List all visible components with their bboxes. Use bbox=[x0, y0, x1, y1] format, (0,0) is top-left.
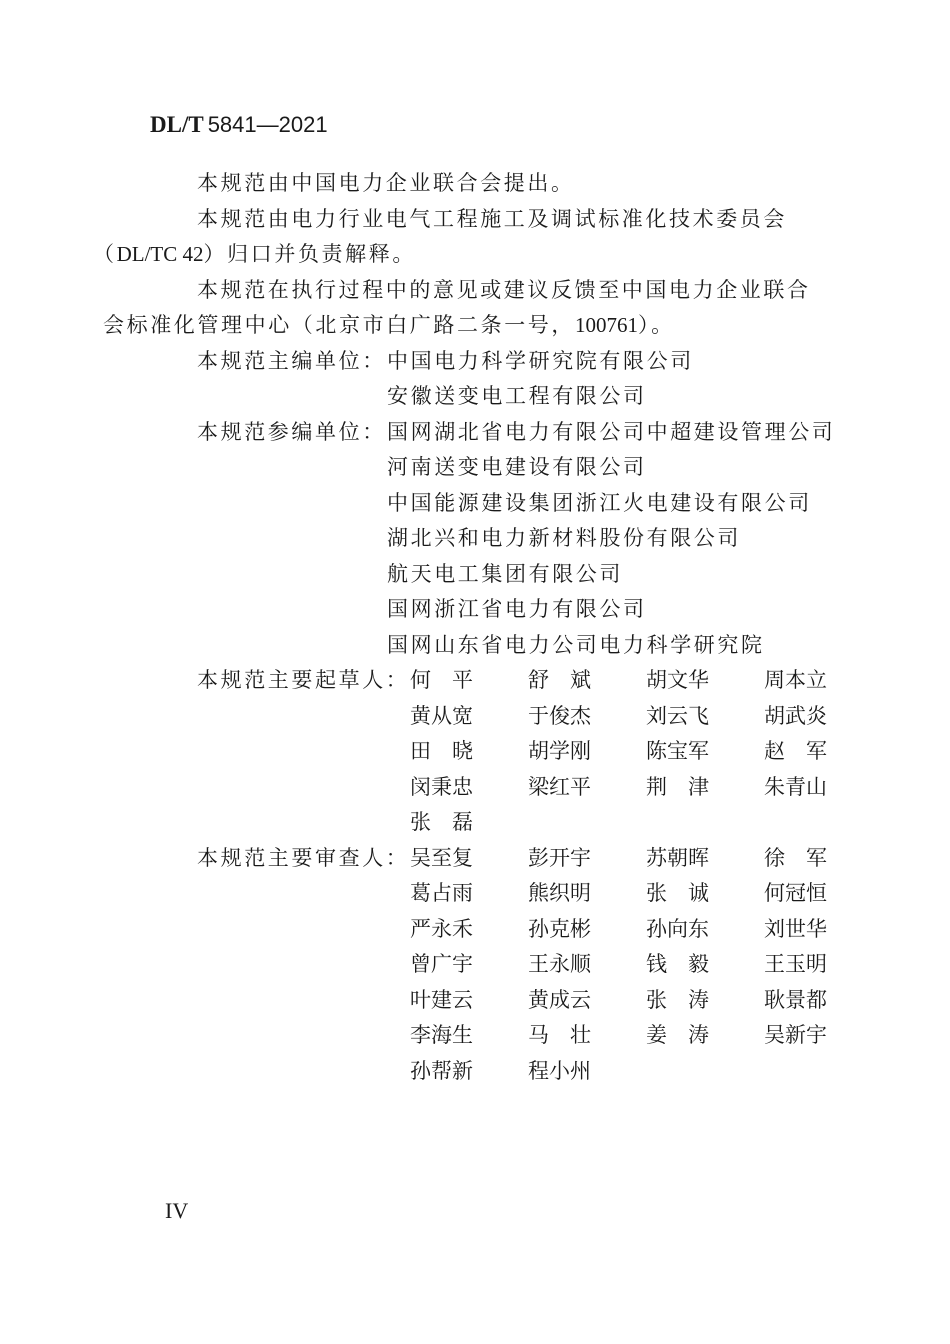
proposer-paragraph bbox=[150, 166, 820, 202]
reviewer-name: 王永顺 bbox=[528, 952, 591, 976]
reviewers-row bbox=[410, 912, 882, 948]
drafters-row bbox=[410, 805, 882, 841]
drafter-name: 闵秉忠 bbox=[410, 774, 473, 799]
postcode: 100761 bbox=[575, 313, 638, 337]
drafters-label: 本规范主要起草人： bbox=[197, 668, 410, 692]
feedback-line-2 bbox=[103, 308, 820, 344]
reviewers-grid bbox=[410, 841, 882, 1090]
reviewer-name: 苏朝晖 bbox=[646, 845, 709, 870]
drafters-row bbox=[410, 699, 882, 735]
standard-header bbox=[150, 110, 328, 141]
reviewer-name: 吴至复 bbox=[410, 845, 473, 870]
administration-paragraph bbox=[93, 202, 820, 273]
reviewer-name: 曾广宇 bbox=[410, 952, 473, 976]
participating-unit: 国网湖北省电力有限公司中超建设管理公司 bbox=[387, 419, 836, 444]
drafter-name: 朱青山 bbox=[764, 774, 827, 799]
participating-units bbox=[150, 415, 836, 664]
reviewers-row bbox=[410, 841, 882, 877]
reviewer-name: 张 涛 bbox=[646, 987, 709, 1012]
reviewer-name: 徐 军 bbox=[764, 845, 827, 870]
committee-code: （DL/TC 42） bbox=[93, 242, 228, 266]
reviewer-name: 马 壮 bbox=[528, 1023, 591, 1047]
participating-unit: 湖北兴和电力新材料股份有限公司 bbox=[387, 526, 741, 550]
chief-editor-label: 本规范主编单位： bbox=[197, 348, 386, 373]
drafter-name: 胡武炎 bbox=[764, 703, 827, 728]
reviewer-name: 张 诚 bbox=[646, 881, 709, 905]
feedback-line-2-end: ）。 bbox=[638, 313, 675, 337]
chief-editor-units bbox=[150, 344, 820, 415]
reviewers-section bbox=[150, 841, 827, 1090]
committee-code-text: DL/TC 42 bbox=[116, 242, 204, 266]
reviewers-row bbox=[410, 876, 882, 912]
reviewer-name: 李海生 bbox=[410, 1023, 473, 1047]
administration-line-2 bbox=[93, 237, 820, 273]
proposer-text: 本规范由中国电力企业联合会提出。 bbox=[197, 171, 575, 195]
reviewer-name: 彭开宇 bbox=[528, 845, 591, 870]
reviewer-name: 何冠恒 bbox=[764, 881, 827, 905]
drafter-name: 梁红平 bbox=[528, 774, 591, 799]
reviewer-name: 姜 涛 bbox=[646, 1023, 709, 1047]
drafter-name: 舒 斌 bbox=[528, 668, 591, 692]
participating-list bbox=[387, 415, 835, 664]
drafter-name: 荆 津 bbox=[646, 774, 709, 799]
reviewer-name: 孙克彬 bbox=[528, 916, 591, 941]
reviewer-name: 钱 毅 bbox=[646, 952, 709, 976]
drafter-name: 陈宝军 bbox=[646, 739, 709, 763]
participating-unit: 国网山东省电力公司电力科学研究院 bbox=[387, 632, 765, 657]
reviewers-row bbox=[410, 983, 882, 1019]
drafter-name: 胡文华 bbox=[646, 668, 709, 692]
drafter-name: 何 平 bbox=[410, 668, 473, 692]
reviewer-name: 严永禾 bbox=[410, 916, 473, 941]
reviewers-row bbox=[410, 1018, 882, 1054]
reviewer-name: 孙帮新 bbox=[410, 1058, 473, 1083]
reviewer-name: 王玉明 bbox=[764, 952, 827, 976]
feedback-paragraph bbox=[103, 273, 820, 344]
reviewer-name: 黄成云 bbox=[528, 987, 591, 1012]
drafter-name: 胡学刚 bbox=[528, 739, 591, 763]
reviewers-row bbox=[410, 1054, 882, 1090]
standard-prefix: DL/T bbox=[150, 112, 204, 137]
drafters-grid bbox=[410, 663, 882, 841]
administration-line-1: 本规范由电力行业电气工程施工及调试标准化技术委员会 bbox=[197, 206, 787, 231]
drafter-name: 周本立 bbox=[764, 668, 827, 692]
reviewers-label: 本规范主要审查人： bbox=[197, 845, 410, 870]
standard-number: 5841—2021 bbox=[207, 112, 328, 137]
participating-unit: 河南送变电建设有限公司 bbox=[387, 455, 647, 479]
reviewer-name: 叶建云 bbox=[410, 987, 473, 1012]
reviewer-name: 熊织明 bbox=[528, 881, 591, 905]
drafters-row bbox=[410, 770, 882, 806]
participating-unit: 国网浙江省电力有限公司 bbox=[387, 597, 647, 621]
reviewer-name: 耿景都 bbox=[764, 987, 827, 1012]
reviewer-name: 程小州 bbox=[528, 1058, 591, 1083]
chief-editor-unit: 中国电力科学研究院有限公司 bbox=[387, 348, 694, 373]
administration-line-2-rest: 归口并负责解释。 bbox=[227, 242, 416, 266]
participating-unit: 航天电工集团有限公司 bbox=[387, 561, 623, 586]
chief-editor-unit: 安徽送变电工程有限公司 bbox=[387, 384, 647, 408]
page-number: IV bbox=[165, 1198, 189, 1223]
reviewer-name: 吴新宇 bbox=[764, 1023, 827, 1047]
drafter-name: 于俊杰 bbox=[528, 703, 591, 728]
drafter-name: 赵 军 bbox=[764, 739, 827, 763]
drafter-name: 黄从宽 bbox=[410, 703, 473, 728]
chief-editor-list bbox=[387, 344, 694, 415]
feedback-line-1: 本规范在执行过程中的意见或建议反馈至中国电力企业联合 bbox=[197, 277, 811, 302]
feedback-line-2-text: 会标准化管理中心（北京市白广路二条一号， bbox=[103, 313, 575, 337]
drafter-name: 刘云飞 bbox=[646, 703, 709, 728]
reviewer-name: 刘世华 bbox=[764, 916, 827, 941]
reviewers-row bbox=[410, 947, 882, 983]
drafters-row bbox=[410, 663, 882, 699]
participating-unit: 中国能源建设集团浙江火电建设有限公司 bbox=[387, 490, 812, 515]
drafter-name: 张 磊 bbox=[410, 810, 473, 834]
reviewer-name: 孙向东 bbox=[646, 916, 709, 941]
drafters-row bbox=[410, 734, 882, 770]
preface-body bbox=[93, 166, 836, 1089]
reviewer-name: 葛占雨 bbox=[410, 881, 473, 905]
drafters-section bbox=[150, 663, 827, 841]
drafter-name: 田 晓 bbox=[410, 739, 473, 763]
participating-label: 本规范参编单位： bbox=[197, 419, 386, 444]
